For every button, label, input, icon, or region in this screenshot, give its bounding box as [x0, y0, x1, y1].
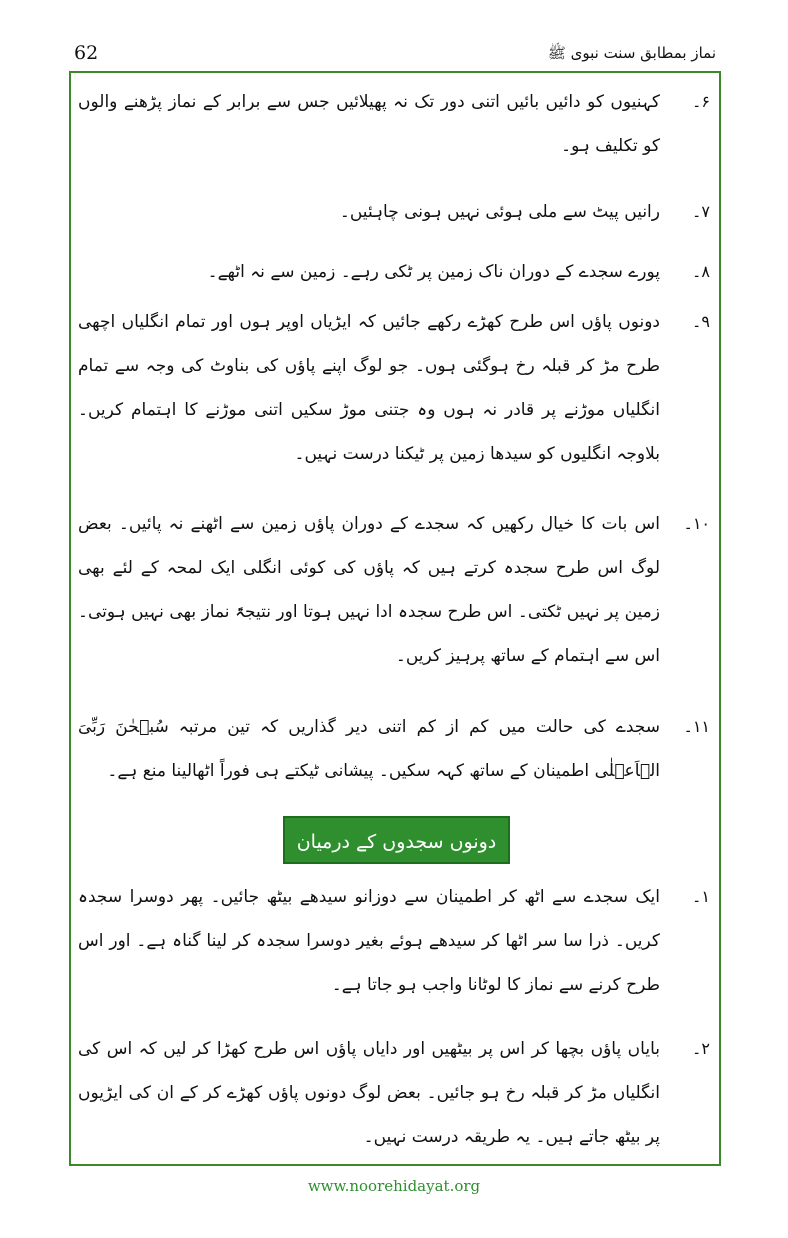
item-text: دونوں پاؤں اس طرح کھڑے رکھے جائیں کہ ایڑیاں اوپر ہوں اور تمام انگلیاں اچھی طرح مڑ کر قبلہ رخ ہوگئی ہوں۔ جو لوگ اپنے پاؤں کی بناوٹ کی وجہ سے تمام انگلیاں موڑنے پر قادر نہ ہوں وہ جتنی موڑ سکیں اتنی موڑنے کا اہتمام کریں۔ بلاوجہ انگلیوں کو سیدھا زمین پر ٹیکنا درست نہیں۔: [78, 312, 660, 464]
item-text: رانیں پیٹ سے ملی ہوئی نہیں ہونی چاہئیں۔: [339, 202, 660, 222]
item-text: کہنیوں کو دائیں بائیں اتنی دور تک نہ پھیلائیں جس سے برابر کے نماز پڑھنے والوں کو تکلیف ہو۔: [78, 92, 660, 156]
running-header: نماز بمطابق سنت نبوی ﷺ: [547, 44, 716, 62]
item-text: بایاں پاؤں بچھا کر اس پر بیٹھیں اور دایاں پاؤں اس طرح کھڑا کر لیں کہ اس کی انگلیاں مڑ کر قبلہ رخ ہو جائیں۔ بعض لوگ دونوں پاؤں کھڑے کر کے ان کی ایڑیوں پر بیٹھ جاتے ہیں۔ یہ طریقہ درست نہیں۔: [78, 1039, 660, 1147]
item-number: ۶۔: [692, 92, 710, 111]
footer-url[interactable]: www.noorehidayat.org: [307, 1177, 481, 1195]
item-text: اس بات کا خیال رکھیں کہ سجدے کے دوران پاؤں زمین سے اٹھنے نہ پائیں۔ بعض لوگ اس طرح سجدہ کرتے ہیں کہ پاؤں کی کوئی انگلی ایک لمحہ کے لئے بھی زمین پر نہیں ٹکتی۔ اس طرح سجدہ ادا نہیں ہوتا اور نتیجۃً نماز بھی نہیں ہوتی۔ اس سے اہتمام کے ساتھ پرہیز کریں۔: [78, 514, 660, 666]
item-text: پورے سجدے کے دوران ناک زمین پر ٹکی رہے۔ زمین سے نہ اٹھے۔: [207, 262, 660, 282]
item-number: ۲۔: [692, 1039, 710, 1058]
item-text: سجدے کی حالت میں کم از کم اتنی دیر گذاریں کہ تین مرتبہ سُبۡحٰنَ رَبِّیَ الۡاَعۡلٰی اطمینان کے ساتھ کہہ سکیں۔ پیشانی ٹیکتے ہی فوراً اٹھالینا منع ہے۔: [78, 717, 660, 781]
item-number: ۸۔: [692, 262, 710, 281]
item-number: ۱۰۔: [683, 514, 710, 533]
item-number: ۱۱۔: [683, 717, 710, 736]
item-number: ۷۔: [692, 202, 710, 221]
item-number: ۱۔: [692, 887, 710, 906]
section-heading: دونوں سجدوں کے درمیان: [283, 816, 510, 864]
item-number: ۹۔: [692, 312, 710, 331]
item-text: ایک سجدے سے اٹھ کر اطمینان سے دوزانو سیدھے بیٹھ جائیں۔ پھر دوسرا سجدہ کریں۔ ذرا سا سر اٹھا کر سیدھے ہوئے بغیر دوسرا سجدہ کر لینا گناہ ہے۔ اور اس طرح کرنے سے نماز کا لوٹانا واجب ہو جاتا ہے۔: [78, 887, 660, 995]
page-number: 62: [74, 42, 99, 64]
